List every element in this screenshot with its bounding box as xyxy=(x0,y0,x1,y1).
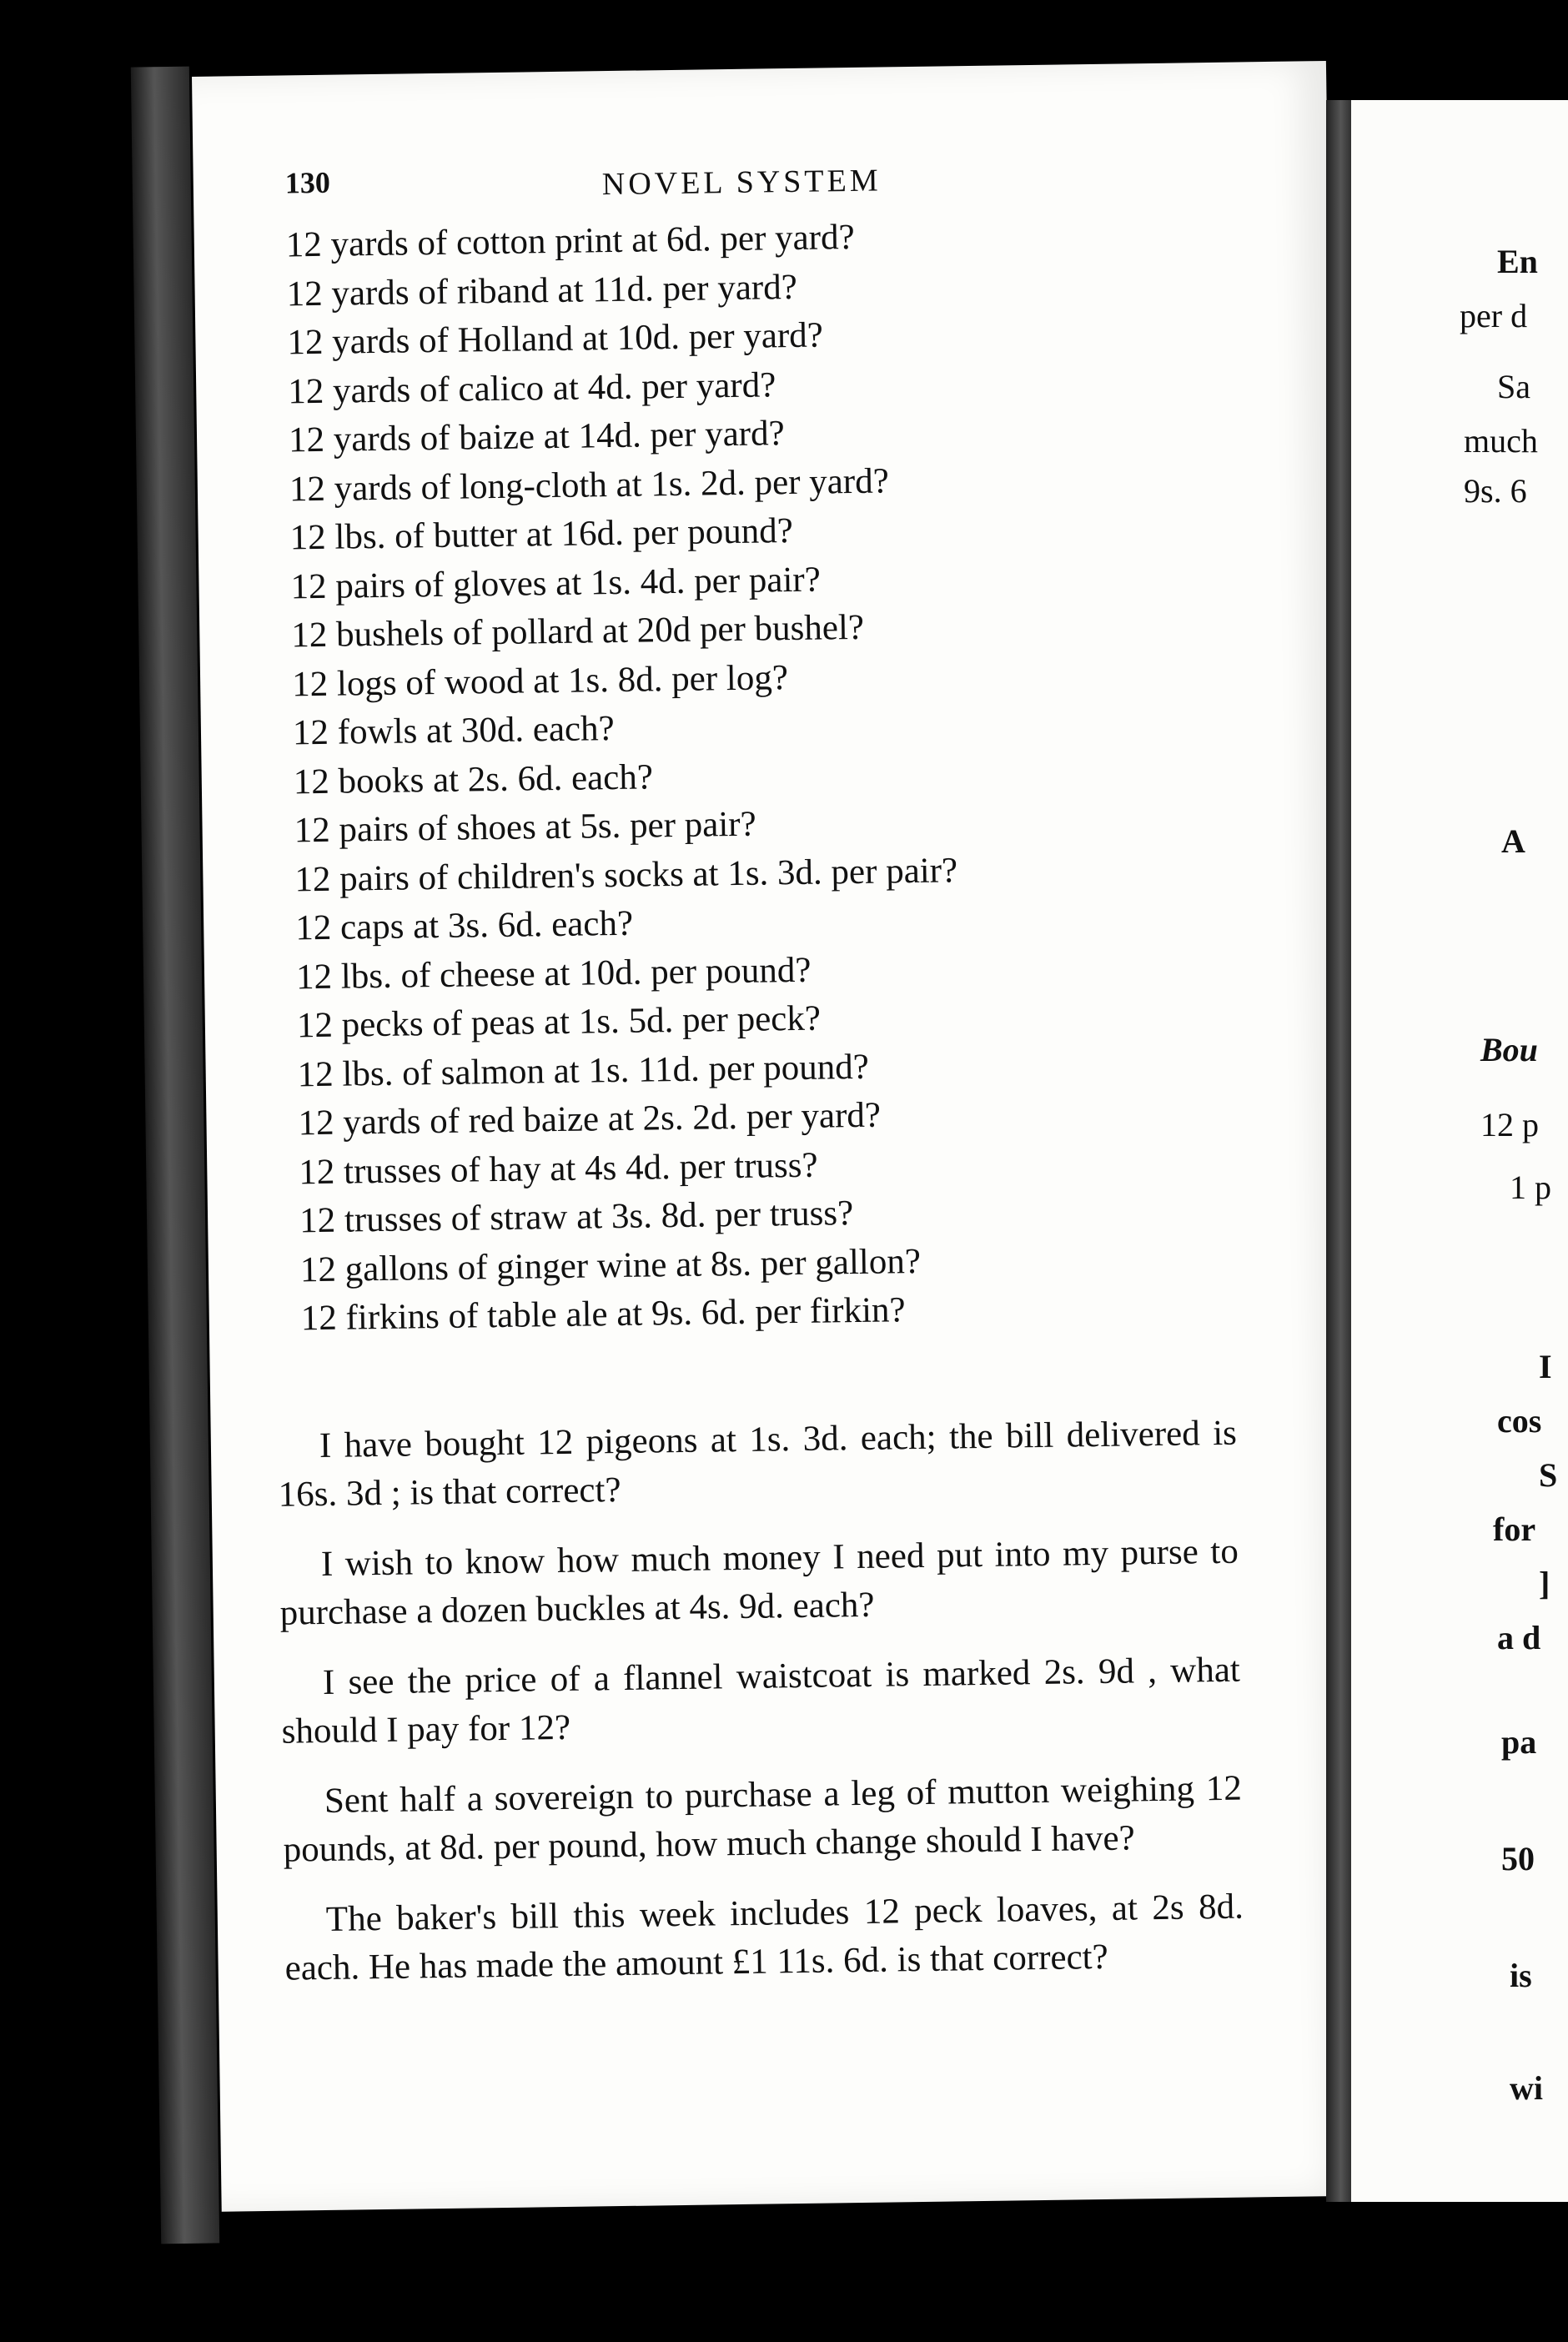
fragment: En xyxy=(1497,243,1538,280)
fragment: ] xyxy=(1539,1565,1550,1602)
exercise-line: 12 gallons of ginger wine at 8s. per gallon? xyxy=(299,1241,922,1289)
exercise-line: 12 yards of riband at 11d. per yard? xyxy=(286,267,798,314)
exercise-line: 12 pairs of gloves at 1s. 4d. per pair? xyxy=(290,560,822,606)
exercise-line: 12 lbs. of butter at 16d. per pound? xyxy=(289,510,794,558)
exercise-line: 12 yards of baize at 14d. per yard? xyxy=(288,414,785,460)
fragment: Bou xyxy=(1480,1031,1538,1068)
exercise-line: 12 bushels of pollard at 20d per bushel? xyxy=(291,607,865,656)
fragment: cos xyxy=(1497,1402,1542,1440)
page-header xyxy=(284,153,1228,216)
exercise-line: 12 yards of Holland at 10d. per yard? xyxy=(287,315,824,363)
exercise-line: 12 trusses of straw at 3s. 8d. per truss? xyxy=(299,1194,854,1241)
fragment: 9s. 6 xyxy=(1464,472,1527,510)
word-problem-paragraph: I have bought 12 pigeons at 1s. 3d. each; the bill delivered is 16s. 3d ; is that correct? xyxy=(278,1413,1238,1515)
exercise-line: 12 pairs of shoes at 5s. per pair? xyxy=(294,804,756,851)
exercise-line: 12 yards of red baize at 2s. 2d. per yard? xyxy=(298,1095,882,1143)
fragment: 1 p xyxy=(1510,1168,1551,1206)
exercise-line: 12 yards of long-cloth at 1s. 2d. per yard? xyxy=(289,460,890,509)
exercise-line: 12 fowls at 30d. each? xyxy=(292,709,615,753)
exercise-line: 12 pecks of peas at 1s. 5d. per peck? xyxy=(296,998,822,1046)
exercise-line: 12 books at 2s. 6d. each? xyxy=(293,756,654,802)
exercise-line: 12 trusses of hay at 4s 4d. per truss? xyxy=(299,1145,818,1192)
running-title: NOVEL SYSTEM xyxy=(601,163,882,203)
fragment: is xyxy=(1510,1957,1532,1994)
fragment: 50 xyxy=(1501,1840,1535,1877)
word-problem-paragraph: The baker's bill this week includes 12 peck loaves, at 2s 8d. each. He has made the amount £1 11s. 6d. is that correct? xyxy=(284,1887,1244,1988)
fragment: much xyxy=(1464,422,1538,460)
page-number: 130 xyxy=(284,165,331,200)
word-problem-paragraph: I wish to know how much money I need put into my purse to purchase a dozen buckles at 4s. 9d. each? xyxy=(279,1531,1239,1633)
exercise-line: 12 yards of cotton print at 6d. per yard? xyxy=(285,217,855,265)
right-page xyxy=(1351,100,1568,2202)
fragment: I xyxy=(1539,1348,1552,1385)
exercise-line: 12 lbs. of cheese at 10d. per pound? xyxy=(295,950,812,997)
fragment: a d xyxy=(1497,1619,1541,1656)
exercise-line: 12 lbs. of salmon at 1s. 11d. per pound? xyxy=(297,1047,870,1094)
fragment: per d xyxy=(1460,297,1528,334)
right-page-text-fragments xyxy=(1351,100,1568,2202)
fragment: 12 p xyxy=(1480,1106,1539,1143)
exercise-line: 12 firkins of table ale at 9s. 6d. per firkin? xyxy=(300,1290,906,1339)
fragment: Sa xyxy=(1497,368,1530,405)
fragment: wi xyxy=(1510,2069,1543,2107)
word-problems xyxy=(278,1410,1245,2015)
fragment: S xyxy=(1539,1456,1558,1494)
fragment: pa xyxy=(1501,1723,1537,1761)
exercise-line: 12 logs of wood at 1s. 8d. per log? xyxy=(291,657,789,704)
fragment: for xyxy=(1493,1510,1536,1548)
left-page xyxy=(192,61,1356,2212)
exercise-line: 12 caps at 3s. 6d. each? xyxy=(294,903,634,948)
exercise-list xyxy=(285,208,1285,1344)
word-problem-paragraph: Sent half a sovereign to purchase a leg of mutton weighing 12 pounds, at 8d. per pound, how much change should I have? xyxy=(283,1768,1243,1870)
word-problem-paragraph: I see the price of a flannel waistcoat is marked 2s. 9d , what should I pay for 12? xyxy=(281,1650,1241,1751)
fragment: A xyxy=(1501,822,1525,860)
exercise-line: 12 pairs of children's socks at 1s. 3d. per pair? xyxy=(294,850,958,899)
exercise-line: 12 yards of calico at 4d. per yard? xyxy=(287,364,776,411)
